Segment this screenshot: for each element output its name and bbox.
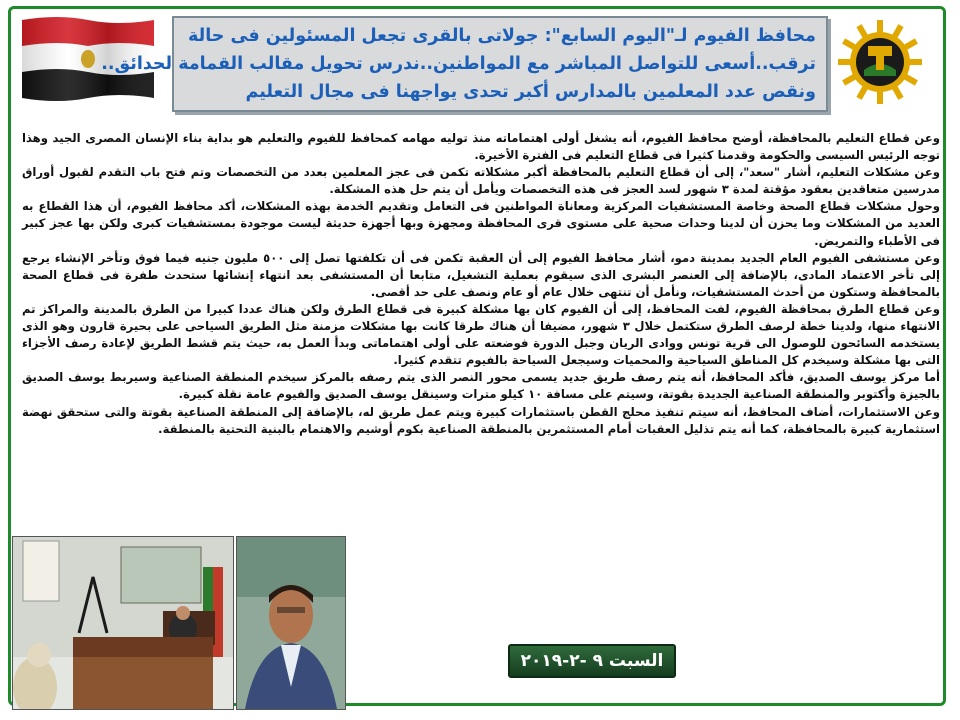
fayoum-governorate-logo-icon xyxy=(836,18,924,106)
article-paragraph: وعن مستشفى الفيوم العام الجديد بمدينة دمو، أشار محافظ الفيوم إلى أن العقبة تكمن فى أن تكلفتها تصل إلى ٥٠٠ مليون جنيه فيما فوق وتأخر الإنشاء يرجع إلى تأخر الاعتماد المادى، بالإضافة إلى العنصر البشرى الذى سيقوم بعملية التشغيل، متابعا أن المستشفى بعد انتهاء إنشائها ستحدث طفرة فى قطاع الصحة بالمحافظة وستكون من أحدث المستشفيات، ونأمل أن تنتهى خلال عام أو عام ونصف على حد أقصى. xyxy=(22,250,940,299)
article-body xyxy=(22,130,940,438)
article-paragraph: وعن قطاع التعليم بالمحافظة، أوضح محافظ الفيوم، أنه يشغل أولى اهتماماته منذ توليه مهامه كمحافظ للفيوم والتعليم هو بداية بناء الإنسان المصرى الجيد وهذا توجه الرئيس السيسى والحكومة وقدمنا كثيرا فى قطاع التعليم فى الفترة الأخيرة. xyxy=(22,131,940,163)
office-scene-illustration xyxy=(13,537,233,709)
headline-line: ترقب..أسعى للتواصل المباشر مع المواطنين..ندرس تحويل مقالب القمامة لحدائق.. xyxy=(101,54,816,74)
article-paragraph: أما مركز يوسف الصديق، فأكد المحافظ، أنه يتم رصف طريق جديد يسمى محور النصر الذى يتم رصفه بالمركز سيخدم المنطقة الصناعية وسيربط يوسف الصديق بالجيزة وأكتوبر والمنطقة الصناعية الجديدة بقوتة، وسيتم على مسافة ١٠ كيلو مترات وسينقل يوسف الصديق والفيوم عامة نقلة كبيرة. xyxy=(22,370,940,402)
headline-box xyxy=(101,16,828,112)
article-paragraph: وعن الاستثمارات، أضاف المحافظ، أنه سيتم تنفيذ محلج القطن باستثمارات كبيرة ويتم عمل طريق له، بالإضافة إلى المنطقة الصناعية بقوتة والتى ستحقق نهضة استثمارية كبيرة بالمحافظة، كما أنه يتم تذليل العقبات أمام المستثمرين بالمنطقة الصناعية بكوم أوشيم والاهتمام بالبنية التحتية بالمنطقة. xyxy=(22,404,940,436)
article-paragraph: وعن مشكلات التعليم، أشار "سعد"، إلى أن قطاع التعليم بالمحافظة أكبر مشكلاته تكمن فى عجز المعلمين بعدد من التخصصات وتم فتح باب التقدم لقبول أوراق مدرسين متعاقدين بعقود مؤقتة لمدة ٣ شهور لسد العجز فى هذه التخصصات ويأمل أن يتم حل هذه المشكلة. xyxy=(22,165,940,197)
article-paragraph: وعن قطاع الطرق بمحافظة الفيوم، لفت المحافظ، إلى أن الفيوم كان بها مشكلة كبيرة فى قطاع الطرق ولكن هناك عددا كبيرا من الطرق بالمدينة والمراكز تم الانتهاء منها، ولدينا خطة لرصف الطرق ستكتمل خلال ٣ شهور، مضيفا أن هناك طرقا كانت بها مشكلات مزمنة مثل الطريق السياحى على بحيرة قارون وهو الذى يستخدمه السائحون للوصول الى قرية تونس ووادى الريان وجبل الدورة فوضعته على أولى اهتماماتى وبدأ العمل به، حيث يتم قشط الطريق لإعادة رصف الأجزاء التى بها مشكلة وسيخدم كل المناطق السياحية والمحميات وسيجعل السياحة بالفيوم تتقدم كثيرا. xyxy=(22,301,940,368)
headline-line: محافظ الفيوم لـ"اليوم السابع": جولاتى بالقرى تجعل المسئولين فى حالة xyxy=(188,26,816,46)
headline-line: ونقص عدد المعلمين بالمدارس أكبر تحدى يواجهنا فى مجال التعليم xyxy=(245,82,816,102)
article-paragraph: وحول مشكلات قطاع الصحة وخاصة المستشفيات المركزية ومعاناة المواطنين فى التعامل وتقديم الخدمة بهذه المشكلات، أكد محافظ الفيوم، أن هذا القطاع به العديد من المشكلات وما يحزن أن لدينا وحدات صحية على مستوى قرى المحافظة ومجهزة وبها أجهزة حديثة ليست موجودة بمستشفيات كبرى ولكن بها عجز كبير فى الأطباء والتمريض. xyxy=(22,199,940,248)
office-interview-photo xyxy=(12,536,234,710)
date-badge: السبت ٩ -٢-٢٠١٩ xyxy=(508,644,676,678)
portrait-illustration xyxy=(237,537,345,709)
governor-portrait-photo xyxy=(236,536,346,710)
